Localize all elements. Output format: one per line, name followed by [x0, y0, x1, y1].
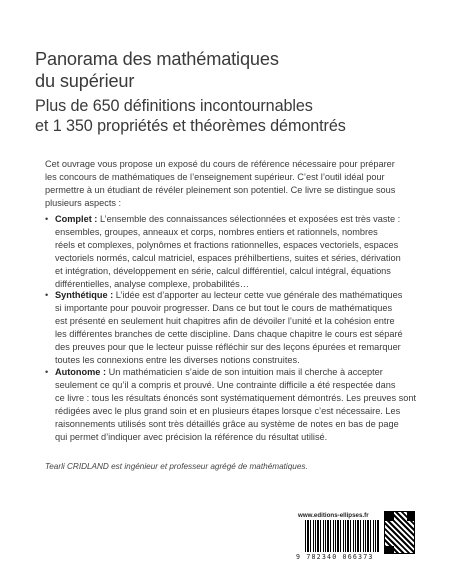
intro-line: les concours de mathématiques de l’enseignement supérieur. C’est l’outil idéal pour	[45, 171, 385, 182]
bullet-icon: •	[45, 214, 49, 224]
aspect-line: qui permet d’indiquer avec précision la référence du résultat utilisé.	[55, 431, 328, 442]
intro-line: Cet ouvrage vous propose un exposé du cours de référence nécessaire pour préparer	[45, 159, 395, 169]
aspect-first-line	[55, 289, 403, 302]
aspect-term: Complet :	[55, 214, 98, 224]
aspect-line: toutes les connexions entre les diverses notions construites.	[55, 354, 300, 365]
barcode-icon	[305, 520, 379, 552]
aspect-first-line	[55, 366, 390, 379]
aspect-line: vectoriels normés, calcul matriciel, espaces préhilbertiens, suites et séries, dérivation	[55, 252, 401, 263]
aspect-first-line	[55, 213, 401, 226]
aspect-line: ce livre : tous les résultats énoncés sont systématiquement démontrés. Les preuves sont	[55, 392, 417, 403]
intro-line: permettre à un étudiant de révéler pleinement son potentiel. Ce livre se distingue sous	[45, 184, 396, 195]
aspect-line: réels et complexes, polynômes et fractions rationnelles, espaces vectoriels, espaces	[55, 239, 399, 250]
book-title-line-2: du supérieur	[35, 70, 135, 91]
book-subtitle-line-1: Plus de 650 définitions incontournables	[35, 97, 313, 115]
bullet-icon: •	[45, 367, 49, 377]
aspect-line: des preuves pour que le lecteur puisse réfléchir sur des leçons épurées et remarquer	[55, 341, 401, 352]
aspect-line: si importante pour pouvoir progresser. Dans ce but tout le cours de mathématiques	[55, 302, 393, 313]
qr-code-icon	[384, 511, 415, 554]
aspect-line: ensembles, groupes, anneaux et corps, nombres entiers et rationnels, nombres	[55, 226, 378, 237]
intro-line: plusieurs aspects :	[45, 197, 122, 208]
book-title	[35, 49, 425, 92]
aspect-line: différentielles, analyse complexe, probabilités…	[55, 278, 249, 289]
aspect-line: seulement ce qu’il a compris et prouvé. Une contrainte difficile a été respectée dans	[55, 379, 396, 390]
aspect-line: rédigées avec le plus grand soin et en plusieurs étapes lorsque c’est nécessaire. Les	[55, 405, 401, 416]
aspect-line: raisonnements utilisés sont très détaillés grâce au système de notes en bas de page	[55, 418, 399, 429]
aspect-text: L’idée est d’apporter au lecteur cette vue générale des mathématiques	[115, 290, 403, 300]
aspect-line: et intégration, développement en série, calcul différentiel, calcul intégral, équations	[55, 265, 391, 276]
aspect-term: Synthétique :	[55, 290, 114, 300]
aspect-term: Autonome :	[55, 367, 107, 377]
aspect-text: L’ensemble des connaissances sélectionnées et exposées est très vaste :	[99, 214, 401, 224]
intro-paragraph	[45, 158, 396, 210]
isbn-number: 9 782340 066373	[296, 553, 374, 561]
book-subtitle	[35, 97, 435, 136]
author-note: Tearli CRIDLAND est ingénieur et professeur agrégé de mathématiques.	[45, 462, 308, 471]
publisher-website: www.editions-ellipses.fr	[298, 512, 369, 519]
book-subtitle-line-2: et 1 350 propriétés et théorèmes démontrés	[35, 116, 346, 135]
book-title-line-1: Panorama des mathématiques	[35, 49, 279, 69]
aspect-text: Un mathématicien s’aide de son intuition mais il cherche à accepter	[108, 367, 383, 377]
aspect-line: les différentes branches de cette discipline. Dans chaque chapitre le cours est séparé	[55, 328, 403, 339]
aspect-line: est présenté en seulement huit chapitres afin de dévoiler l’unité et la cohésion entre	[55, 315, 395, 326]
bullet-icon: •	[45, 290, 49, 300]
